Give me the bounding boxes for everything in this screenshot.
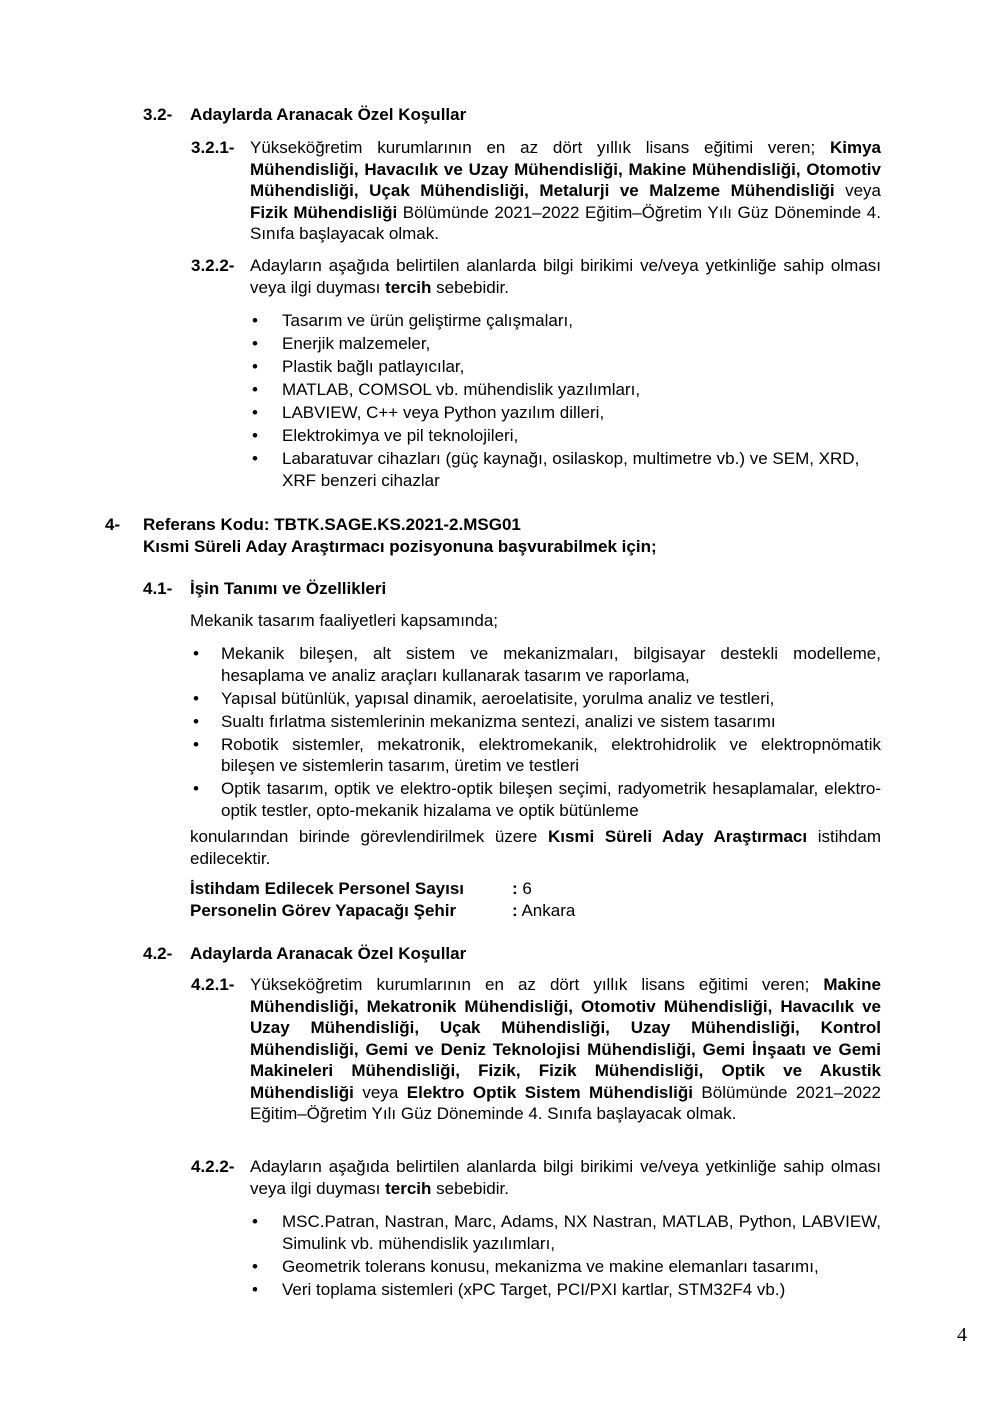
section-4-2-heading (143, 943, 467, 965)
list-item: • Yapısal bütünlük, yapısal dinamik, aeroelatisite, yorulma analiz ve testleri, (193, 688, 775, 708)
section-number: 3.2- (143, 105, 173, 124)
item-3-2-1-text: Yükseköğretim kurumlarının en az dört yıllık lisans eğitimi veren; Kimya Mühendisliği, Havacılık ve Uzay Mühendisliği, Makine Mühendisliği, Otomotiv Mühendisliği, Uçak Mühendisliği, Metalurji ve Malzeme Mühendisliği veya Fizik Mühendisliği Bölümünde 2021–2022 Eğitim–Öğretim Yılı Güz Döneminde 4. Sınıfa başlayacak olmak. (250, 138, 881, 243)
bullet-list-4-1 (193, 643, 881, 823)
staff-count-label: İstihdam Edilecek Personel Sayısı (190, 879, 465, 898)
city-value: Ankara (517, 901, 576, 920)
section-4-1-intro: Mekanik tasarım faaliyetleri kapsamında; (190, 611, 499, 630)
section-number: 4.2- (143, 944, 173, 963)
page-number: 4 (957, 1324, 967, 1346)
staff-count-value: 6 (517, 879, 532, 898)
list-item: • Enerjik malzemeler, (252, 334, 431, 353)
list-item: • Plastik bağlı patlayıcılar, (252, 357, 465, 376)
list-item: • MATLAB, COMSOL vb. mühendislik yazılımları, (252, 380, 641, 399)
list-item: • Optik tasarım, optik ve elektro-optik bileşen seçimi, radyometrik hesaplamalar, elektro-optik testler, opto-mekanik hizalama ve optik bütünleme (193, 779, 881, 820)
list-item: • Labaratuvar cihazları (güç kaynağı, osilaskop, multimetre vb.) ve SEM, XRD, XRF benzeri cihazlar (252, 449, 860, 490)
item-4-2-1-text: Yükseköğretim kurumlarının en az dört yıllık lisans eğitimi veren; Makine Mühendisliği, Mekatronik Mühendisliği, Otomotiv Mühendisliği, Havacılık ve Uzay Mühendisliği, Uçak Mühendisliği, Uzay Mühendisliği, Kontrol Mühendisliği, Gemi ve Deniz Teknolojisi Mühendisliği, Gemi İnşaatı ve Gemi Makineleri Mühendisliği, Fizik, Fizik Mühendisliği, Optik ve Akustik Mühendisliği veya Elektro Optik Sistem Mühendisliği Bölümünde 2021–2022 Eğitim–Öğretim Yılı Güz Döneminde 4. Sınıfa başlayacak olmak. (250, 975, 881, 1123)
section-number: 4- (105, 515, 121, 534)
item-4-2-2-text: Adayların aşağıda belirtilen alanlarda bilgi birikimi ve/veya yetkinliğe sahip olması veya ilgi duyması tercih sebebidir. (250, 1157, 881, 1198)
position-subtitle: Kısmi Süreli Aday Araştırmacı pozisyonuna başvurabilmek için; (143, 536, 657, 556)
list-item: • Elektrokimya ve pil teknolojileri, (252, 426, 519, 445)
section-4-1-closing: konularından birinde görevlendirilmek üzere Kısmi Süreli Aday Araştırmacı istihdam edilecektir. (190, 827, 881, 868)
section-title: İşin Tanımı ve Özellikleri (190, 579, 387, 598)
reference-code: Referans Kodu: TBTK.SAGE.KS.2021-2.MSG01 (143, 515, 521, 534)
list-item: • Robotik sistemler, mekatronik, elektromekanik, elektrohidrolik ve elektropnömatik bileşen ve sistemlerin tasarım, üretim ve testleri (193, 734, 881, 775)
item-3-2-1-number: 3.2.1- (191, 138, 235, 157)
city-label: Personelin Görev Yapacağı Şehir (190, 901, 457, 920)
list-item: • MSC.Patran, Nastran, Marc, Adams, NX Nastran, MATLAB, Python, LABVIEW, Simulink vb. mühendislik yazılımları, (252, 1212, 881, 1253)
section-4-1-heading (143, 578, 387, 600)
section-title: Adaylarda Aranacak Özel Koşullar (190, 105, 467, 124)
bullet-list-4-2-2 (252, 1211, 881, 1302)
section-4-reference (143, 514, 883, 557)
section-3-2-heading (143, 104, 467, 126)
item-4-2-2-number: 4.2.2- (191, 1157, 235, 1176)
list-item: • Veri toplama sistemleri (xPC Target, PCI/PXI kartlar, STM32F4 vb.) (252, 1279, 786, 1299)
staff-count-row: İstihdam Edilecek Personel Sayısı : 6 (190, 879, 532, 898)
list-item: • Sualtı fırlatma sistemlerinin mekanizma sentezi, analizi ve sistem tasarımı (193, 711, 776, 731)
list-item: • Mekanik bileşen, alt sistem ve mekanizmaları, bilgisayar destekli modelleme, hesaplama ve analiz araçları kullanarak tasarım ve raporlama, (193, 644, 881, 685)
list-item: • Tasarım ve ürün geliştirme çalışmaları, (252, 311, 573, 330)
item-4-2-1-number: 4.2.1- (191, 975, 235, 994)
section-4-heading (105, 514, 120, 536)
item-3-2-2-number: 3.2.2- (191, 256, 235, 275)
staffing-details (190, 878, 575, 922)
city-row: Personelin Görev Yapacağı Şehir : Ankara (190, 901, 576, 920)
section-title: Adaylarda Aranacak Özel Koşullar (190, 944, 467, 963)
bullet-list-3-2-2 (252, 310, 864, 493)
section-number: 4.1- (143, 579, 173, 598)
list-item: • Geometrik tolerans konusu, mekanizma ve makine elemanları tasarımı, (252, 1256, 819, 1276)
item-3-2-2-text: Adayların aşağıda belirtilen alanlarda bilgi birikimi ve/veya yetkinliğe sahip olması veya ilgi duyması tercih sebebidir. (250, 256, 881, 297)
list-item: • LABVIEW, C++ veya Python yazılım dilleri, (252, 403, 605, 422)
